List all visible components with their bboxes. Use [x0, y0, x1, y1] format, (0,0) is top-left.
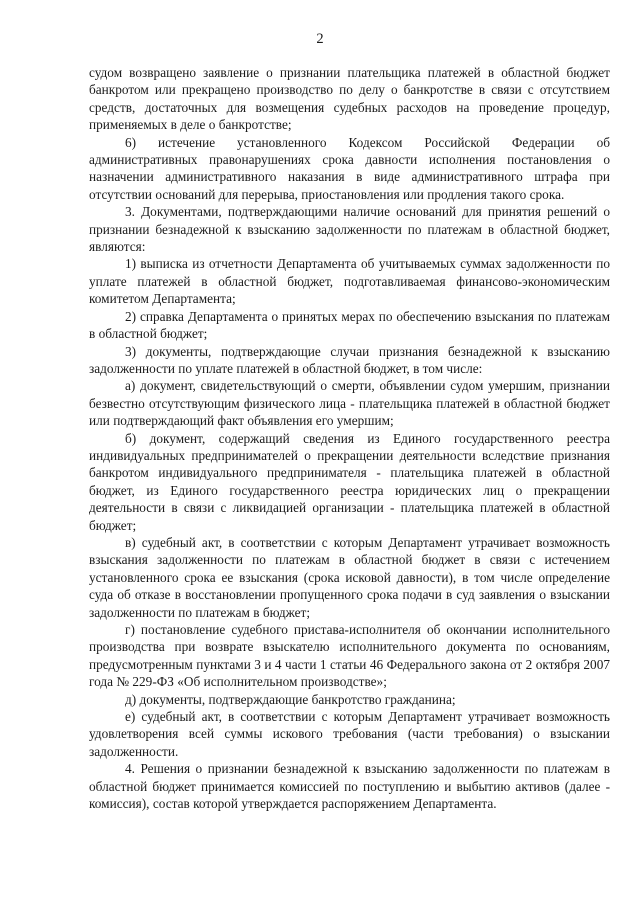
paragraph-item-2: 2) справка Департамента о принятых мерах по обеспечению взыскания по платежам в областной бюджет;	[89, 308, 610, 342]
paragraph-subitem-a: а) документ, свидетельствующий о смерти, объявлении судом умершим, признании безвестно отсутствующим физического лица - плательщика платежей в областной бюджет или подтверждающий факт объявления его умершим;	[89, 378, 610, 429]
document-body	[89, 64, 610, 812]
paragraph-subitem-e: е) судебный акт, в соответствии с которым Департамент утрачивает возможность удовлетворения всей суммы искового требования (части требования) о взыскании задолженности.	[89, 709, 610, 759]
page-number: 2	[316, 31, 324, 47]
paragraph-subitem-b: б) документ, содержащий сведения из Единого государственного реестра индивидуальных предпринимателей о прекращении деятельности вследствие признания банкротом индивидуального предпринимателя - плательщика платежей в областной бюджет, из Единого государственного реестра юридических лиц о прекращении деятельности в связи с ликвидацией организации - плательщика платежей в областной бюджет;	[89, 430, 610, 533]
paragraph-item-3: 3) документы, подтверждающие случаи признания безнадежной к взысканию задолженности по уплате платежей в областной бюджет, в том числе:	[89, 343, 610, 376]
paragraph-subitem-d: д) документы, подтверждающие банкротство гражданина;	[125, 691, 456, 707]
paragraph-subitem-g: г) постановление судебного пристава-исполнителя об окончании исполнительного производства при возврате взыскателю исполнительного документа по основаниям, предусмотренным пунктами 3 и 4 части 1 статьи 46 Федерального закона от 2 октября 2007 года № 229-ФЗ «Об исполнительном производстве»;	[89, 622, 610, 690]
paragraph-item-1: 1) выписка из отчетности Департамента об учитываемых суммах задолженности по уплате платежей в областной бюджет, подготавливаемая финансово-экономическим комитетом Департамента;	[89, 256, 610, 307]
paragraph-section-3: 3. Документами, подтверждающими наличие оснований для принятия решений о признании безнадежной к взысканию задолженности по платежам в областной бюджет, являются:	[89, 204, 610, 255]
paragraph-subitem-v: в) судебный акт, в соответствии с которым Департамент утрачивает возможность взыскания задолженности по платежам в областной бюджет в связи с истечением установленного срока ее взыскания (срока исковой давности), в том числе определение суда об отказе в восстановлении пропущенного срока подачи в суд заявления о взыскании задолженности по платежам в бюджет;	[89, 534, 610, 620]
paragraph-bankruptcy-return: судом возвращено заявление о признании плательщика платежей в областной бюджет банкротом или прекращено производство по делу о банкротстве в связи с отсутствием средств, достаточных для возмещения судебных расходов на проведение процедур, применяемых в деле о банкротстве;	[89, 65, 610, 133]
paragraph-section-4: 4. Решения о признании безнадежной к взысканию задолженности по платежам в областной бюджет принимается комиссией по поступлению и выбытию активов (далее - комиссия), состав которой утверждается распоряжением Департамента.	[89, 761, 610, 812]
paragraph-item-6: 6) истечение установленного Кодексом Российской Федерации об административных правонарушениях срока давности исполнения постановления о назначении административного наказания в виде административного штрафа при отсутствии оснований для перерыва, приостановления или продления такого срока.	[89, 134, 610, 202]
